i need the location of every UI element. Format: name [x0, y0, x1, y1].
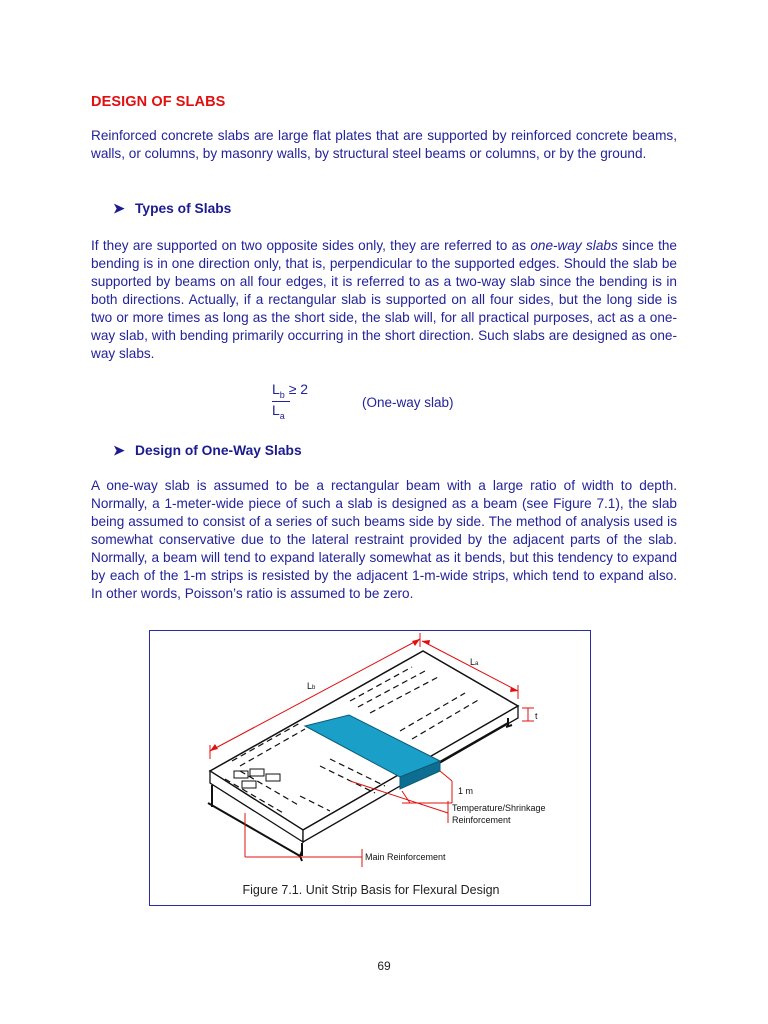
equation-denominator: $L_a$: [272, 402, 285, 421]
one-way-equation: [272, 381, 492, 421]
arrow-bullet-icon: ➤: [113, 201, 125, 216]
types-text-italic: one-way slabs: [530, 238, 618, 253]
arrow-bullet-icon: ➤: [113, 443, 125, 458]
label-la: La: [470, 657, 479, 667]
label-1m: 1 m: [458, 786, 474, 796]
types-text-before: If they are supported on two opposite sides only, they are referred to as: [91, 238, 531, 253]
label-lb: Lb: [307, 681, 316, 691]
intro-paragraph: Reinforced concrete slabs are large flat plates that are supported by reinforced concrete beams, walls, or columns, by masonry walls, by structural steel beams or columns, or by the ground.: [91, 128, 677, 161]
label-thickness: t: [535, 711, 538, 721]
section-heading-types: [113, 201, 231, 217]
figure-7-1: [149, 630, 591, 906]
types-paragraph: [91, 237, 677, 363]
label-temp-reinforcement: Reinforcement: [452, 815, 511, 825]
slab-diagram: [150, 631, 590, 905]
oneway-paragraph: A one-way slab is assumed to be a rectangular beam with a large ratio of width to depth. Normally, a 1-meter-wide piece of such a slab is designed as a beam (see Figure 7.1), the slab being assumed to consist of a series of such beams side by side. The method of analysis used is somewhat conservative due to the lateral restraint provided by the adjacent parts of the slab. Normally, a beam will tend to expand laterally somewhat as it bends, but this tendency to expand by each of the 1-m strips is resisted by the adjacent 1-m-wide strips, which tend to expand also. In other words, Poisson’s ratio is assumed to be zero.: [91, 478, 677, 601]
label-temp-shrinkage: Temperature/Shrinkage: [452, 803, 546, 813]
page-number: 69: [377, 959, 391, 973]
section-heading-oneway-text: Design of One-Way Slabs: [135, 443, 302, 458]
types-text-after: since the bending is in one direction only, that is, perpendicular to the supported edges. Should the slab be supported by beams on all four edges, it is referred to as a two-way slab since the bending is in both directions. Actually, if a rectangular slab is supported on all four sides, but the long side is two or more times as long as the short side, the slab will, for all practical purposes, act as a one-way slab, with bending primarily occurring in the short direction. Such slabs are designed as one-way slabs.: [91, 238, 677, 361]
equation-relation: ≥ 2: [288, 381, 309, 397]
page-title: DESIGN OF SLABS: [91, 94, 226, 110]
section-heading-oneway: [113, 443, 302, 459]
figure-caption: Figure 7.1. Unit Strip Basis for Flexural Design: [242, 883, 500, 897]
section-heading-types-text: Types of Slabs: [135, 201, 232, 216]
equation-label: (One-way slab): [362, 395, 454, 410]
equation-numerator: $L_b \ge 2$: [272, 381, 309, 400]
label-main-reinforcement: Main Reinforcement: [365, 852, 446, 862]
